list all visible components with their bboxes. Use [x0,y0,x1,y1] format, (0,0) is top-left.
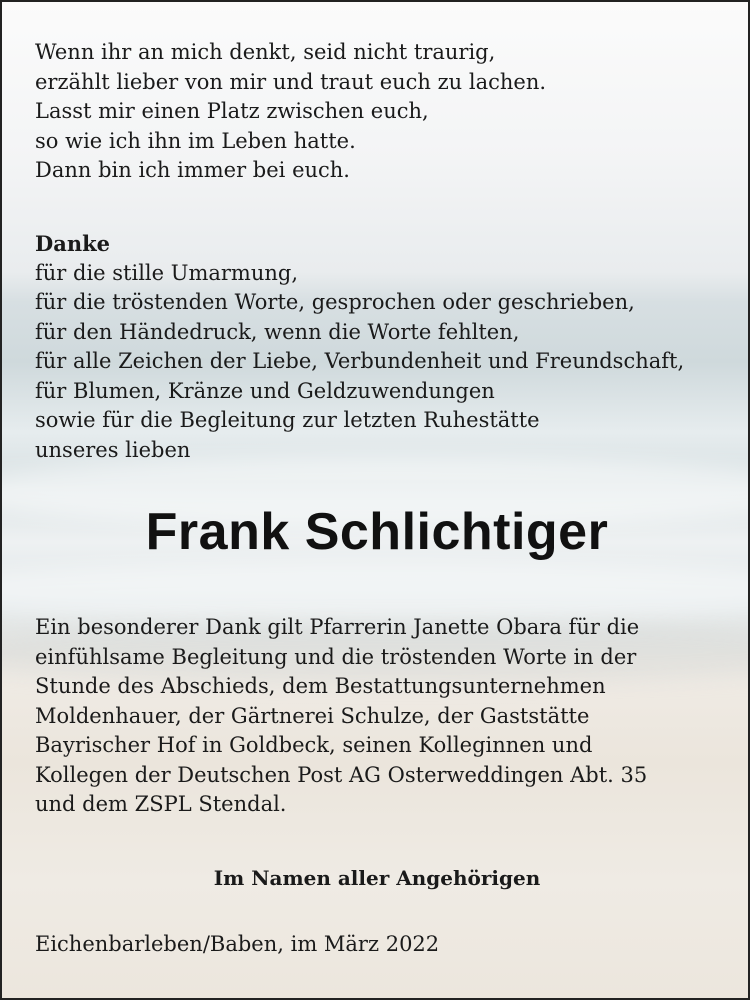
deceased-name: Frank Schlichtiger [145,503,609,561]
special-thanks-line: und dem ZSPL Stendal. [35,792,287,816]
poem-line: erzählt lieber von mir und traut euch zu lachen. [35,69,547,94]
special-thanks-line: Stunde des Abschieds, dem Bestattungsunternehmen [35,674,606,698]
signature: Im Namen aller Angehörigen [213,866,541,890]
thanks-line: sowie für die Begleitung zur letzten Ruhestätte [35,408,540,432]
thanks-line: für die tröstenden Worte, gesprochen oder geschrieben, [35,290,635,314]
thanks-line: für Blumen, Kränze und Geldzuwendungen [35,378,495,403]
thanks-heading: Danke [35,231,110,256]
poem-line: Lasst mir einen Platz zwischen euch, [35,99,429,123]
thanks-line: für alle Zeichen der Liebe, Verbundenheit und Freundschaft, [35,349,685,373]
thanks-section [35,229,728,465]
thanks-line: für den Händedruck, wenn die Worte fehlten, [35,319,520,344]
special-thanks-line: Ein besonderer Dank gilt Pfarrerin Janette Obara für die [35,615,640,639]
thanks-line: unseres lieben [35,437,191,462]
special-thanks-line: Moldenhauer, der Gärtnerei Schulze, der Gaststätte [35,703,590,728]
poem-line: Wenn ihr an mich denkt, seid nicht traurig, [35,40,496,64]
special-thanks-line: Kollegen der Deutschen Post AG Osterweddingen Abt. 35 [35,762,648,787]
place-date: Eichenbarleben/Baben, im März 2022 [35,932,440,956]
poem-line: Dann bin ich immer bei euch. [35,158,350,182]
thanks-line: für die stille Umarmung, [35,260,298,285]
poem [35,38,728,186]
special-thanks-line: einfühlsame Begleitung und die tröstenden Worte in der [35,644,637,669]
special-thanks-line: Bayrischer Hof in Goldbeck, seinen Kolleginnen und [35,733,593,757]
special-thanks [35,613,728,820]
poem-line: so wie ich ihn im Leben hatte. [35,128,356,153]
